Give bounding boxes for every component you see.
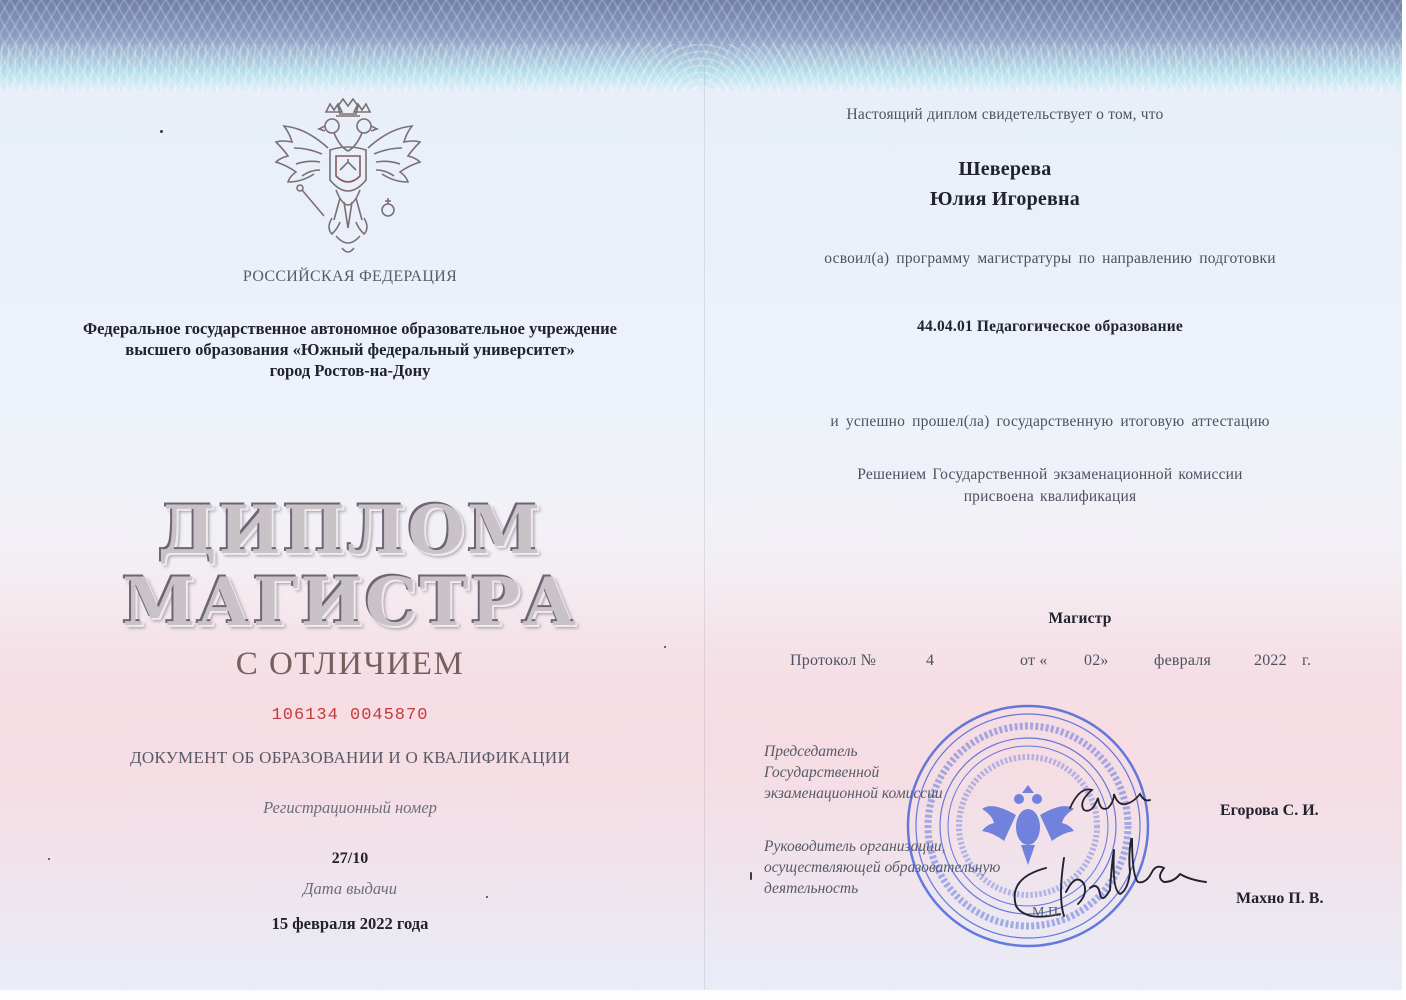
- protocol-year: 2022: [1254, 652, 1287, 669]
- institution-name: [20, 318, 680, 381]
- registration-number-label: Регистрационный номер: [263, 798, 437, 817]
- paper-speck: [486, 896, 488, 898]
- registration-number: 27/10: [331, 850, 369, 867]
- protocol-label: Протокол №: [790, 652, 877, 669]
- protocol-day: 02»: [1084, 652, 1109, 669]
- specialty: 44.04.01 Педагогическое образование: [917, 318, 1183, 335]
- head-label-line-2: осуществляющей образовательную: [764, 859, 1001, 876]
- protocol-from-label: от «: [1020, 652, 1048, 669]
- paper-speck: [750, 872, 752, 880]
- head-label-line-1: Руководитель организации,: [764, 838, 946, 855]
- paper-speck: [48, 858, 50, 860]
- protocol-month: февраля: [1154, 652, 1212, 669]
- institution-line-1: Федеральное государственное автономное образовательное учреждение: [83, 319, 617, 338]
- country-name: РОССИЙСКАЯ ФЕДЕРАЦИЯ: [242, 268, 458, 285]
- protocol-number: 4: [926, 652, 935, 669]
- certifies-intro: Настоящий диплом свидетельствует о том, что: [846, 106, 1164, 123]
- institution-line-2: высшего образования «Южный федеральный университет»: [125, 340, 575, 359]
- graduate-surname: Шеверева: [958, 158, 1052, 180]
- protocol-year-suffix: г.: [1302, 652, 1312, 669]
- page-fold: [704, 60, 705, 990]
- diploma-title-line-1: ДИПЛОМ: [157, 491, 543, 569]
- honors-label: С ОТЛИЧИЕМ: [235, 646, 465, 682]
- seal-placement-mark: М.П.: [1032, 905, 1062, 920]
- chair-label-line-2: Государственной: [764, 764, 880, 781]
- diploma-title-line-2: МАГИСТРА: [122, 563, 578, 641]
- organization-head-name: Махно П. В.: [1236, 890, 1324, 907]
- paper-speck: [664, 646, 666, 648]
- decision-line-2: присвоена квалификация: [963, 488, 1137, 505]
- qualification: Магистр: [1048, 610, 1112, 627]
- document-type: ДОКУМЕНТ ОБ ОБРАЗОВАНИИ И О КВАЛИФИКАЦИИ: [129, 748, 571, 767]
- decision-line-1: Решением Государственной экзаменационной комиссии: [857, 466, 1243, 483]
- head-label-line-3: деятельность: [764, 880, 859, 897]
- serial-number: 106134 0045870: [271, 706, 429, 725]
- security-wave-pattern: [0, 44, 1402, 92]
- scan-margin: [1402, 0, 1406, 1000]
- chair-label-line-1: Председатель: [764, 743, 858, 760]
- graduate-given-names: Юлия Игоревна: [930, 188, 1080, 210]
- institution-line-3: город Ростов-на-Дону: [269, 361, 431, 380]
- chair-signature: [1066, 778, 1156, 824]
- program-statement: освоил(а) программу магистратуры по направлению подготовки: [824, 250, 1276, 267]
- chair-label-line-3: экзаменационной комиссии: [764, 785, 943, 802]
- issue-date-label: Дата выдачи: [302, 879, 398, 898]
- issue-date: 15 февраля 2022 года: [271, 914, 429, 933]
- paper-speck: [160, 130, 163, 133]
- commission-chair-name: Егорова С. И.: [1220, 802, 1319, 819]
- attestation-statement: и успешно прошел(ла) государственную итоговую аттестацию: [830, 413, 1270, 430]
- coat-of-arms-emblem: [274, 98, 422, 263]
